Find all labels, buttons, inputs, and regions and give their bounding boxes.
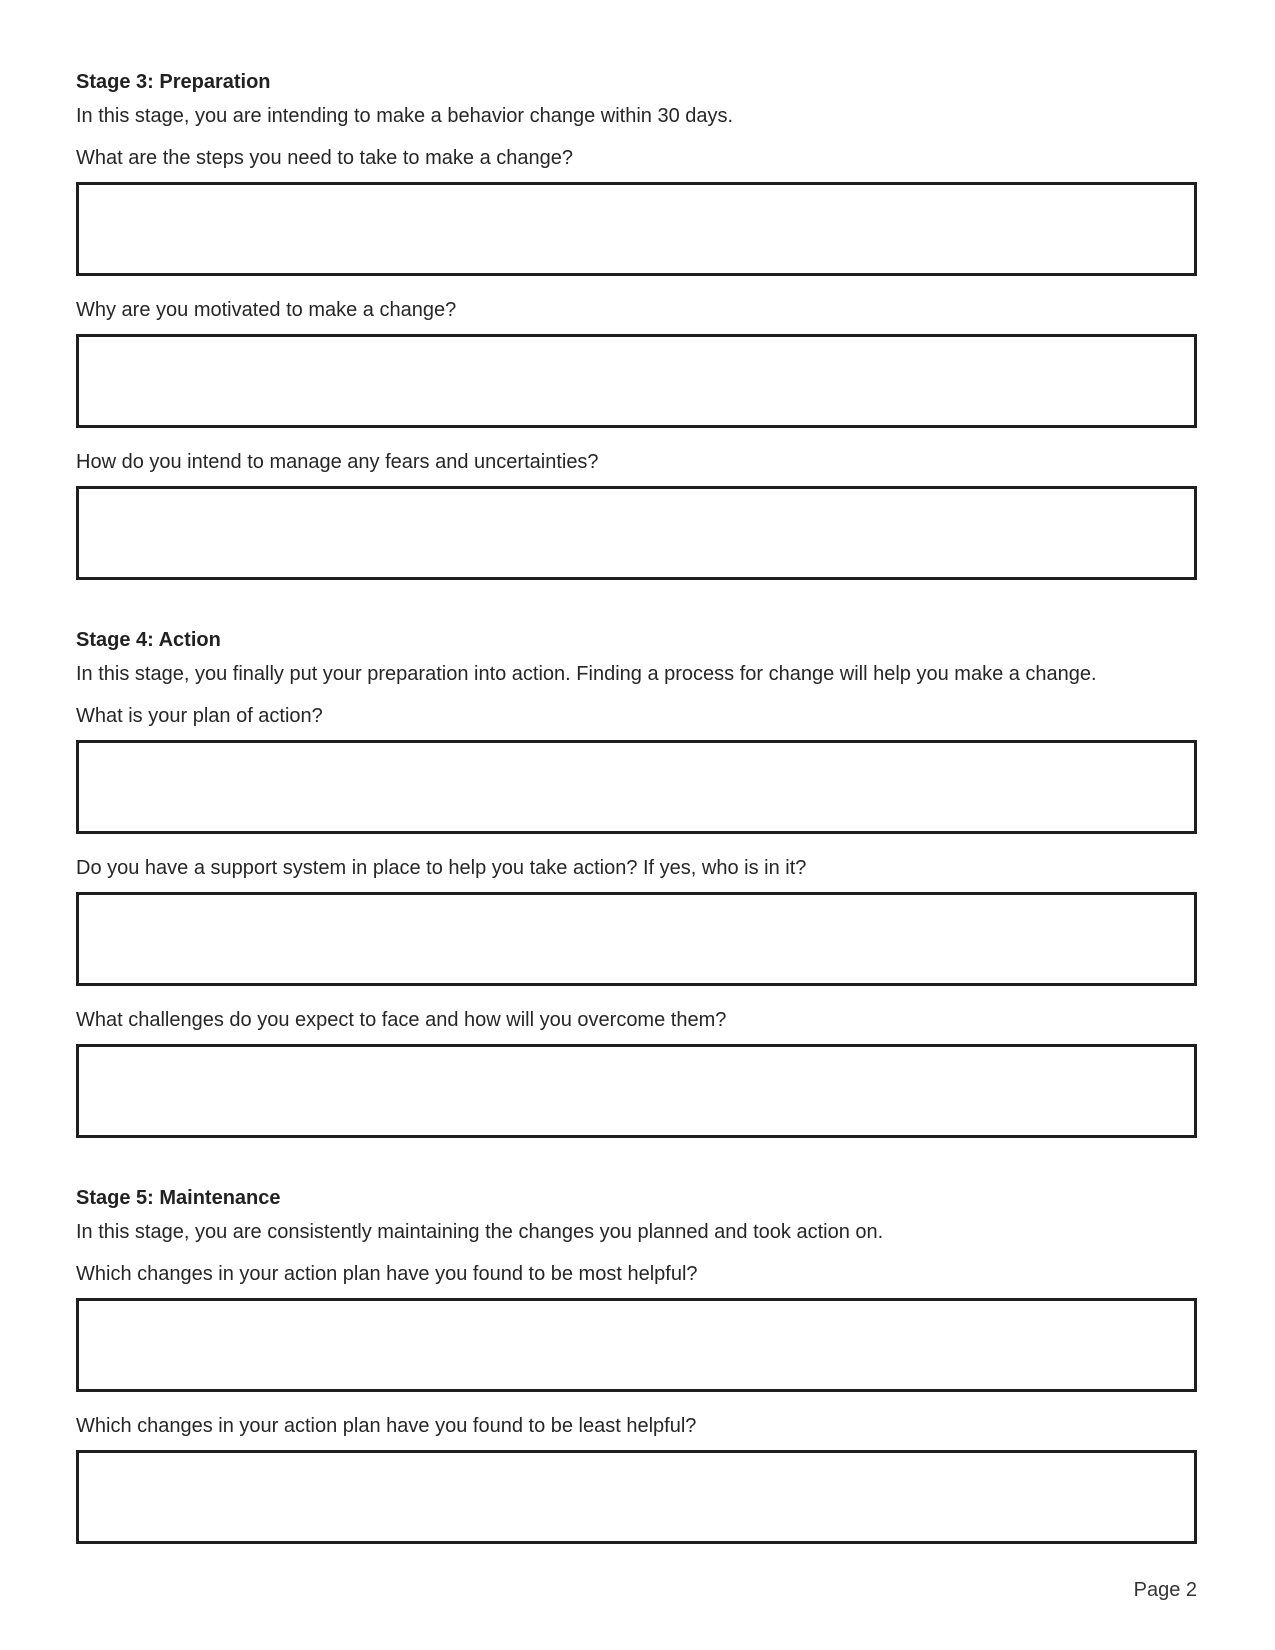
section-stage-3 [76,70,1197,580]
answer-box[interactable] [76,1450,1197,1544]
page-number: Page 2 [1133,1579,1197,1601]
question-label: What is your plan of action? [76,705,323,727]
section-description: In this stage, you finally put your preparation into action. Finding a process for change will help you make a change. [76,663,1097,685]
question-label: What challenges do you expect to face and how will you overcome them? [76,1009,727,1031]
section-heading: Stage 5: Maintenance [76,1187,281,1209]
answer-box[interactable] [76,1044,1197,1138]
answer-box[interactable] [76,1298,1197,1392]
answer-box[interactable] [76,892,1197,986]
answer-box[interactable] [76,740,1197,834]
section-stage-4 [76,628,1197,1138]
section-description: In this stage, you are intending to make a behavior change within 30 days. [76,105,734,127]
question-label: Which changes in your action plan have you found to be least helpful? [76,1415,697,1437]
answer-box[interactable] [76,334,1197,428]
answer-box[interactable] [76,486,1197,580]
question-label: Do you have a support system in place to help you take action? If yes, who is in it? [76,857,807,879]
section-heading: Stage 3: Preparation [76,71,271,93]
question-label: How do you intend to manage any fears and uncertainties? [76,451,599,473]
question-label: Why are you motivated to make a change? [76,299,457,321]
answer-box[interactable] [76,182,1197,276]
section-description: In this stage, you are consistently maintaining the changes you planned and took action on. [76,1221,884,1243]
section-heading: Stage 4: Action [76,629,221,651]
section-stage-5 [76,1186,1197,1544]
question-label: What are the steps you need to take to make a change? [76,147,573,169]
question-label: Which changes in your action plan have you found to be most helpful? [76,1263,698,1285]
